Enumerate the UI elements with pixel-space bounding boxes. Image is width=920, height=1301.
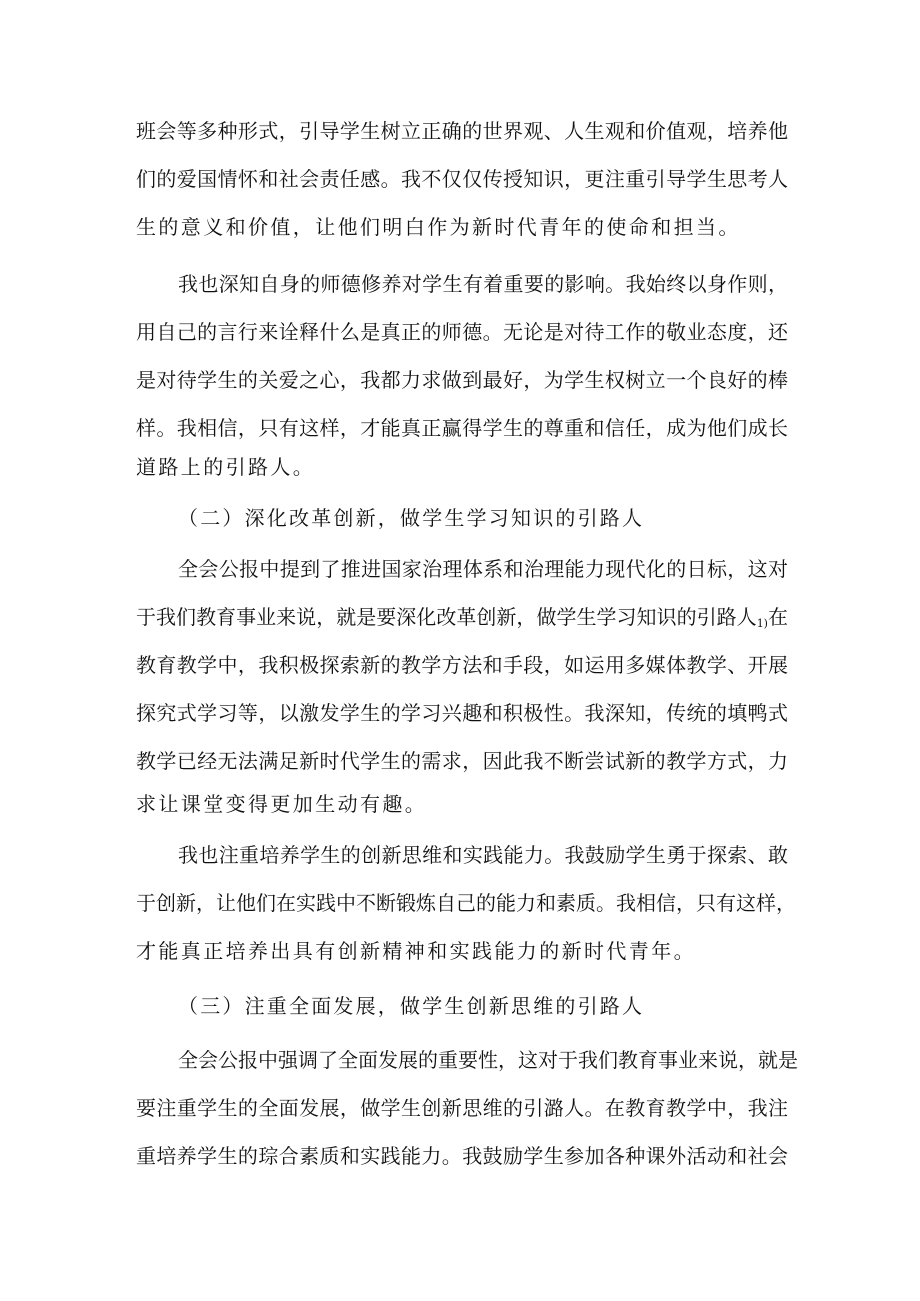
- text-line: 用自己的言行来诠释什么是真正的师德。无论是对待工作的敬业态度，还: [136, 320, 788, 344]
- paragraph-first-line: 全会公报中提到了推进国家治理体系和治理能力现代化的日标，这对: [178, 557, 788, 581]
- text-line: 才能真正培养出具有创新精神和实践能力的新时代青年。: [136, 939, 696, 963]
- text-segment: 于我们教育事业来说，就是要深化改革创新，做学生学习知识的引路人: [136, 605, 757, 629]
- text-line: 样。我相信，只有这样，才能真正赢得学生的尊重和信任，成为他们成长: [136, 416, 788, 440]
- paragraph-first-line: 全会公报中强调了全面发展的重要性，这对于我们教育事业来说，就是: [178, 1048, 798, 1072]
- text-line: 道路上的引路人。: [136, 455, 316, 479]
- text-line: 教育教学中，我积极探索新的教学方法和手段，如运用多媒体教学、开展: [136, 653, 788, 677]
- text-segment: 在: [767, 605, 789, 629]
- text-line: 们的爱国情怀和社会责任感。我不仅仅传授知识，更注重引导学生思考人: [136, 167, 788, 191]
- text-line: 生的意义和价值，让他们明白作为新时代青年的使命和担当。: [136, 215, 741, 239]
- text-line: 是对待学生的关爱之心，我都力求做到最好，为学生权树立一个良好的棒: [136, 368, 788, 392]
- paragraph-first-line: 我也深知自身的师德修养对学生有着重要的影响。我始终以身作则，: [178, 272, 788, 296]
- text-line: 求让课堂变得更加生动有趣。: [136, 792, 428, 816]
- text-line: 班会等多种形式，引导学生树立正确的世界观、人生观和价值观，培养他: [136, 119, 788, 143]
- text-line: 重培养学生的琮合素质和实践能力。我鼓励学生参加各种课外活动和社会: [136, 1144, 788, 1168]
- text-line: 于创新，让他们在实践中不断锻炼自己的能力和素质。我相信，只有这样，: [136, 891, 796, 915]
- paragraph-first-line: 我也注重培养学生的创新思维和实践能力。我鼓励学生勇于探索、敢: [178, 843, 788, 867]
- section-heading: （三）注重全面发展，做学生创新思维的引路人: [178, 994, 645, 1018]
- text-line: 要注重学生的全面发展，做学生创新思维的引潞人。在教育教学中，我注: [136, 1096, 788, 1120]
- text-line-with-reference: [136, 593, 788, 641]
- reference-marker: 1): [756, 617, 768, 630]
- text-line: 教学已经无法满足新时代学生的需求，因此我不断尝试新的教学方式，力: [136, 749, 788, 773]
- section-heading: （二）深化改革创新，做学生学习知识的引路人: [178, 506, 645, 530]
- text-line: 探究式学习等，以激发学生的学习兴趣和积极性。我深知，传统的填鸭式: [136, 701, 788, 725]
